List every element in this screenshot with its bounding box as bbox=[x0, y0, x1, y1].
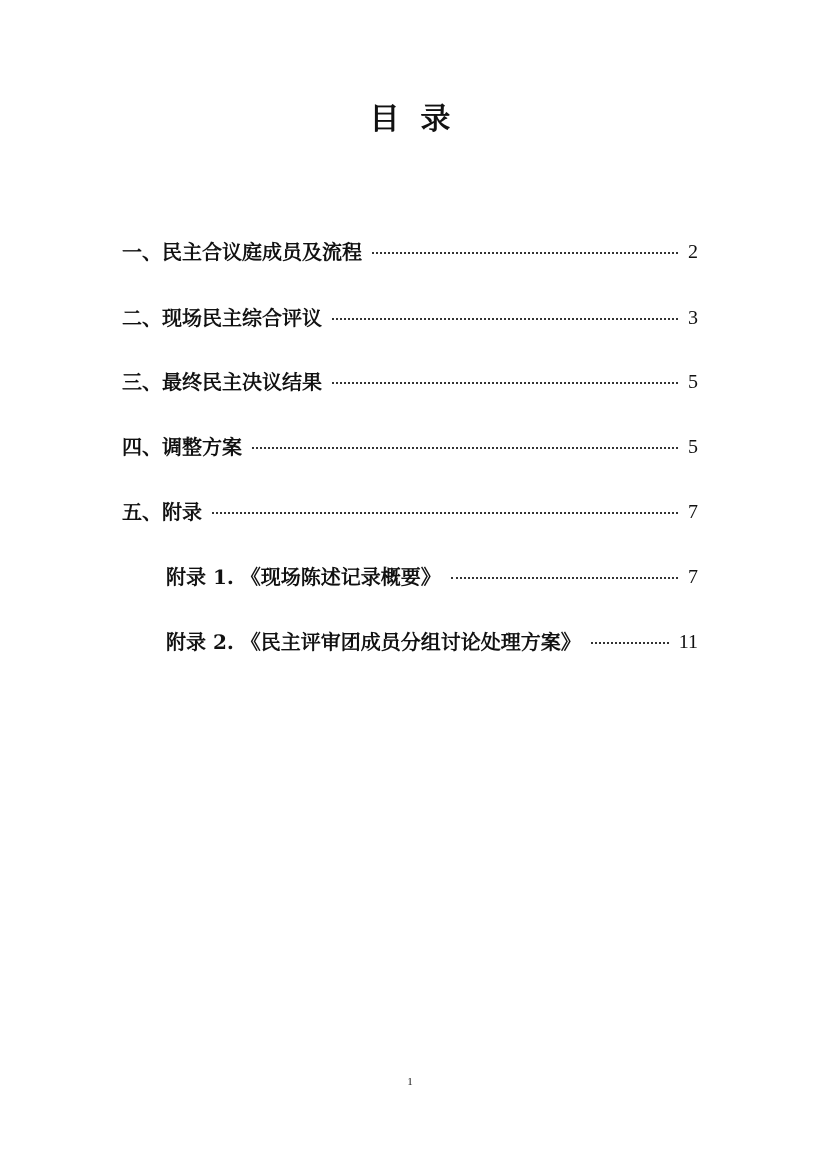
footer-page-number: 1 bbox=[407, 1076, 413, 1088]
toc-entry-onsite-review[interactable] bbox=[122, 303, 698, 333]
toc-dot-leader bbox=[332, 382, 678, 384]
toc-dot-leader bbox=[591, 642, 669, 644]
toc-entry-label: 附录 2. 《民主评审团成员分组讨论处理方案》 bbox=[166, 630, 581, 654]
toc-page-number: 7 bbox=[688, 566, 698, 588]
toc-entry-appendix-1[interactable] bbox=[166, 562, 698, 592]
toc-dot-leader bbox=[212, 512, 678, 514]
page-title: 目 录 bbox=[369, 102, 451, 137]
toc-entry-label: 二、现场民主综合评议 bbox=[122, 306, 322, 330]
toc-dot-leader bbox=[372, 252, 678, 254]
toc-entry-label: 附录 1. 《现场陈述记录概要》 bbox=[166, 565, 441, 589]
toc-entry-appendix[interactable] bbox=[122, 497, 698, 527]
toc-page-number: 2 bbox=[688, 241, 698, 263]
toc-entry-label: 三、最终民主决议结果 bbox=[122, 370, 322, 394]
toc-page-number: 3 bbox=[688, 307, 698, 329]
toc-entry-label: 五、附录 bbox=[122, 500, 202, 524]
toc-entry-label: 一、民主合议庭成员及流程 bbox=[122, 240, 362, 264]
toc-dot-leader bbox=[332, 318, 678, 320]
toc-page-number: 11 bbox=[678, 631, 698, 653]
toc-page-number: 5 bbox=[688, 371, 698, 393]
toc-dot-leader bbox=[451, 577, 678, 579]
toc-dot-leader bbox=[252, 447, 678, 449]
toc-entry-final-result[interactable] bbox=[122, 367, 698, 397]
toc-entry-members-and-process[interactable] bbox=[122, 237, 698, 267]
toc-entry-label: 四、调整方案 bbox=[122, 435, 242, 459]
toc-page-number: 5 bbox=[688, 436, 698, 458]
toc-entry-adjustment-plan[interactable] bbox=[122, 432, 698, 462]
toc-entry-appendix-2[interactable] bbox=[166, 627, 698, 657]
toc-page-number: 7 bbox=[688, 501, 698, 523]
